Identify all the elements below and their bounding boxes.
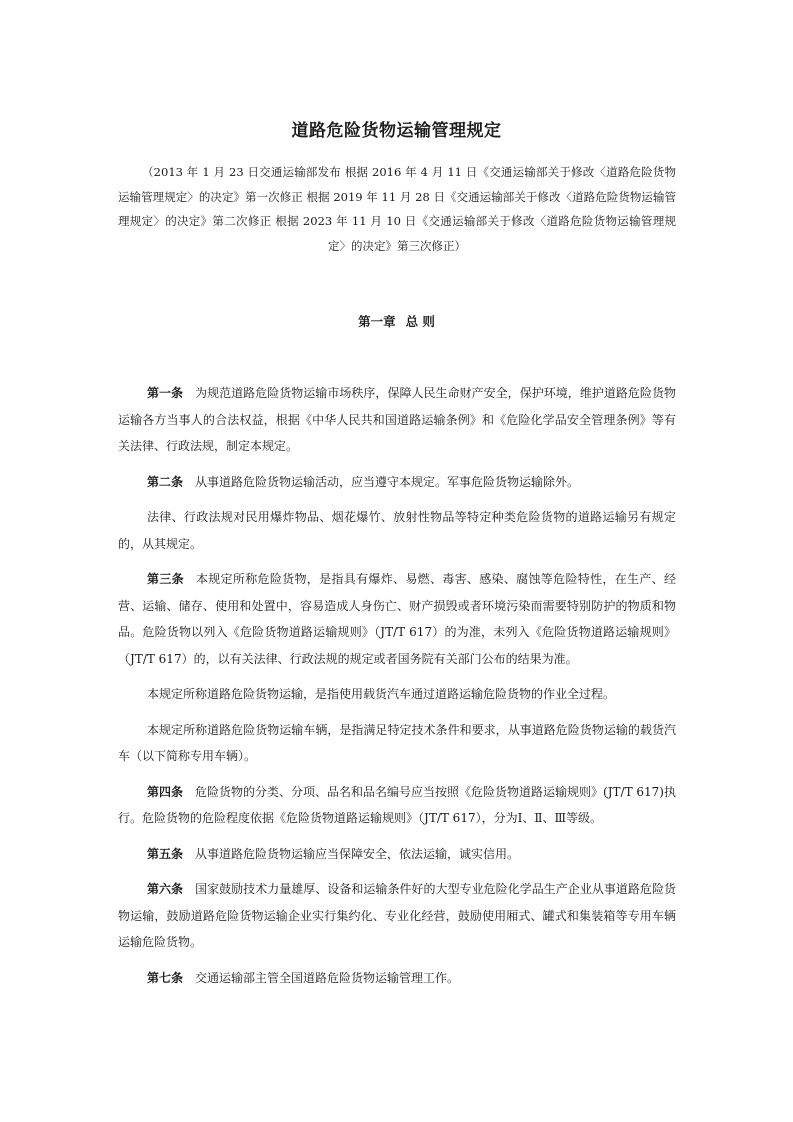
article-text: 危险货物的分类、分项、品名和品名编号应当按照《危险货物道路运输规则》(JT/T 617)执行。危险货物的危险程度依据《危险货物道路运输规则》（JT/T 617），分为Ⅰ、Ⅱ、Ⅲ等级。	[118, 784, 676, 825]
paragraph-article-3	[118, 566, 676, 672]
article-text: 从事道路危险货物运输应当保障安全，依法运输，诚实信用。	[195, 846, 520, 861]
article-number: 第一条	[147, 386, 184, 400]
revision-note: （2013 年 1 月 23 日交通运输部发布 根据 2016 年 4 月 11 日《交通运输部关于修改〈道路危险货物运输管理规定〉的决定》第一次修正 根据 2019 年 11 月 28 日《交通运输部关于修改〈道路危险货物运输管理规定〉的决定》第二次修正 根据 2023 年 11 月 10 日《交通运输部关于修改〈道路危险货物运输管理规定〉的决定》第三次修正）	[118, 165, 676, 253]
article-number: 第三条	[147, 572, 184, 586]
article-number: 第六条	[147, 882, 184, 896]
article-number: 第二条	[147, 474, 184, 489]
article-text: 法律、行政法规对民用爆炸物品、烟花爆竹、放射性物品等特定种类危险货物的道路运输另有规定的，从其规定。	[118, 510, 676, 551]
article-text: 从事道路危险货物运输活动，应当遵守本规定。军事危险货物运输除外。	[195, 474, 580, 489]
article-text: 本规定所称危险货物，是指具有爆炸、易燃、毒害、感染、腐蚀等危险特性，在生产、经营、运输、储存、使用和处置中，容易造成人身伤亡、财产损毁或者环境污染而需要特别防护的物质和物品。危险货物以列入《危险货物道路运输规则》（JT/T 617）的为准，未列入《危险货物道路运输规则》（JT/T 617）的，以有关法律、行政法规的规定或者国务院有关部门公布的结果为准。	[118, 572, 676, 666]
chapter-heading	[0, 312, 793, 330]
paragraph-article-2	[118, 469, 676, 496]
chapter-name: 总 则	[405, 314, 435, 329]
article-text: 国家鼓励技术力量雄厚、设备和运输条件好的大型专业危险化学品生产企业从事道路危险货物运输，鼓励道路危险货物运输企业实行集约化、专业化经营，鼓励使用厢式、罐式和集装箱等专用车辆运输危险货物。	[118, 882, 676, 949]
paragraph-article-7	[118, 965, 676, 992]
article-text: 本规定所称道路危险货物运输车辆，是指满足特定技术条件和要求，从事道路危险货物运输的载货汽车（以下简称专用车辆）。	[118, 722, 676, 763]
document-title: 道路危险货物运输管理规定	[291, 121, 502, 141]
paragraph-article-4	[118, 779, 676, 832]
article-number: 第五条	[147, 846, 184, 861]
article-text: 为规范道路危险货物运输市场秩序，保障人民生命财产安全，保护环境，维护道路危险货物运输各方当事人的合法权益，根据《中华人民共和国道路运输条例》和《危险化学品安全管理条例》等有关法律、行政法规，制定本规定。	[118, 386, 676, 453]
article-text: 本规定所称道路危险货物运输，是指使用载货汽车通过道路运输危险货物的作业全过程。	[147, 687, 616, 701]
article-number: 第七条	[147, 970, 184, 985]
paragraph-article-6	[118, 876, 676, 956]
paragraph-article-2-clause	[118, 504, 676, 557]
paragraph-article-1	[118, 380, 676, 460]
paragraph-article-3-clause-1	[118, 681, 676, 708]
article-number: 第四条	[147, 784, 184, 799]
document-body	[118, 380, 676, 1000]
paragraph-article-5	[118, 841, 676, 868]
paragraph-article-3-clause-2	[118, 717, 676, 770]
chapter-number: 第一章	[358, 314, 396, 329]
article-text: 交通运输部主管全国道路危险货物运输管理工作。	[195, 970, 460, 985]
